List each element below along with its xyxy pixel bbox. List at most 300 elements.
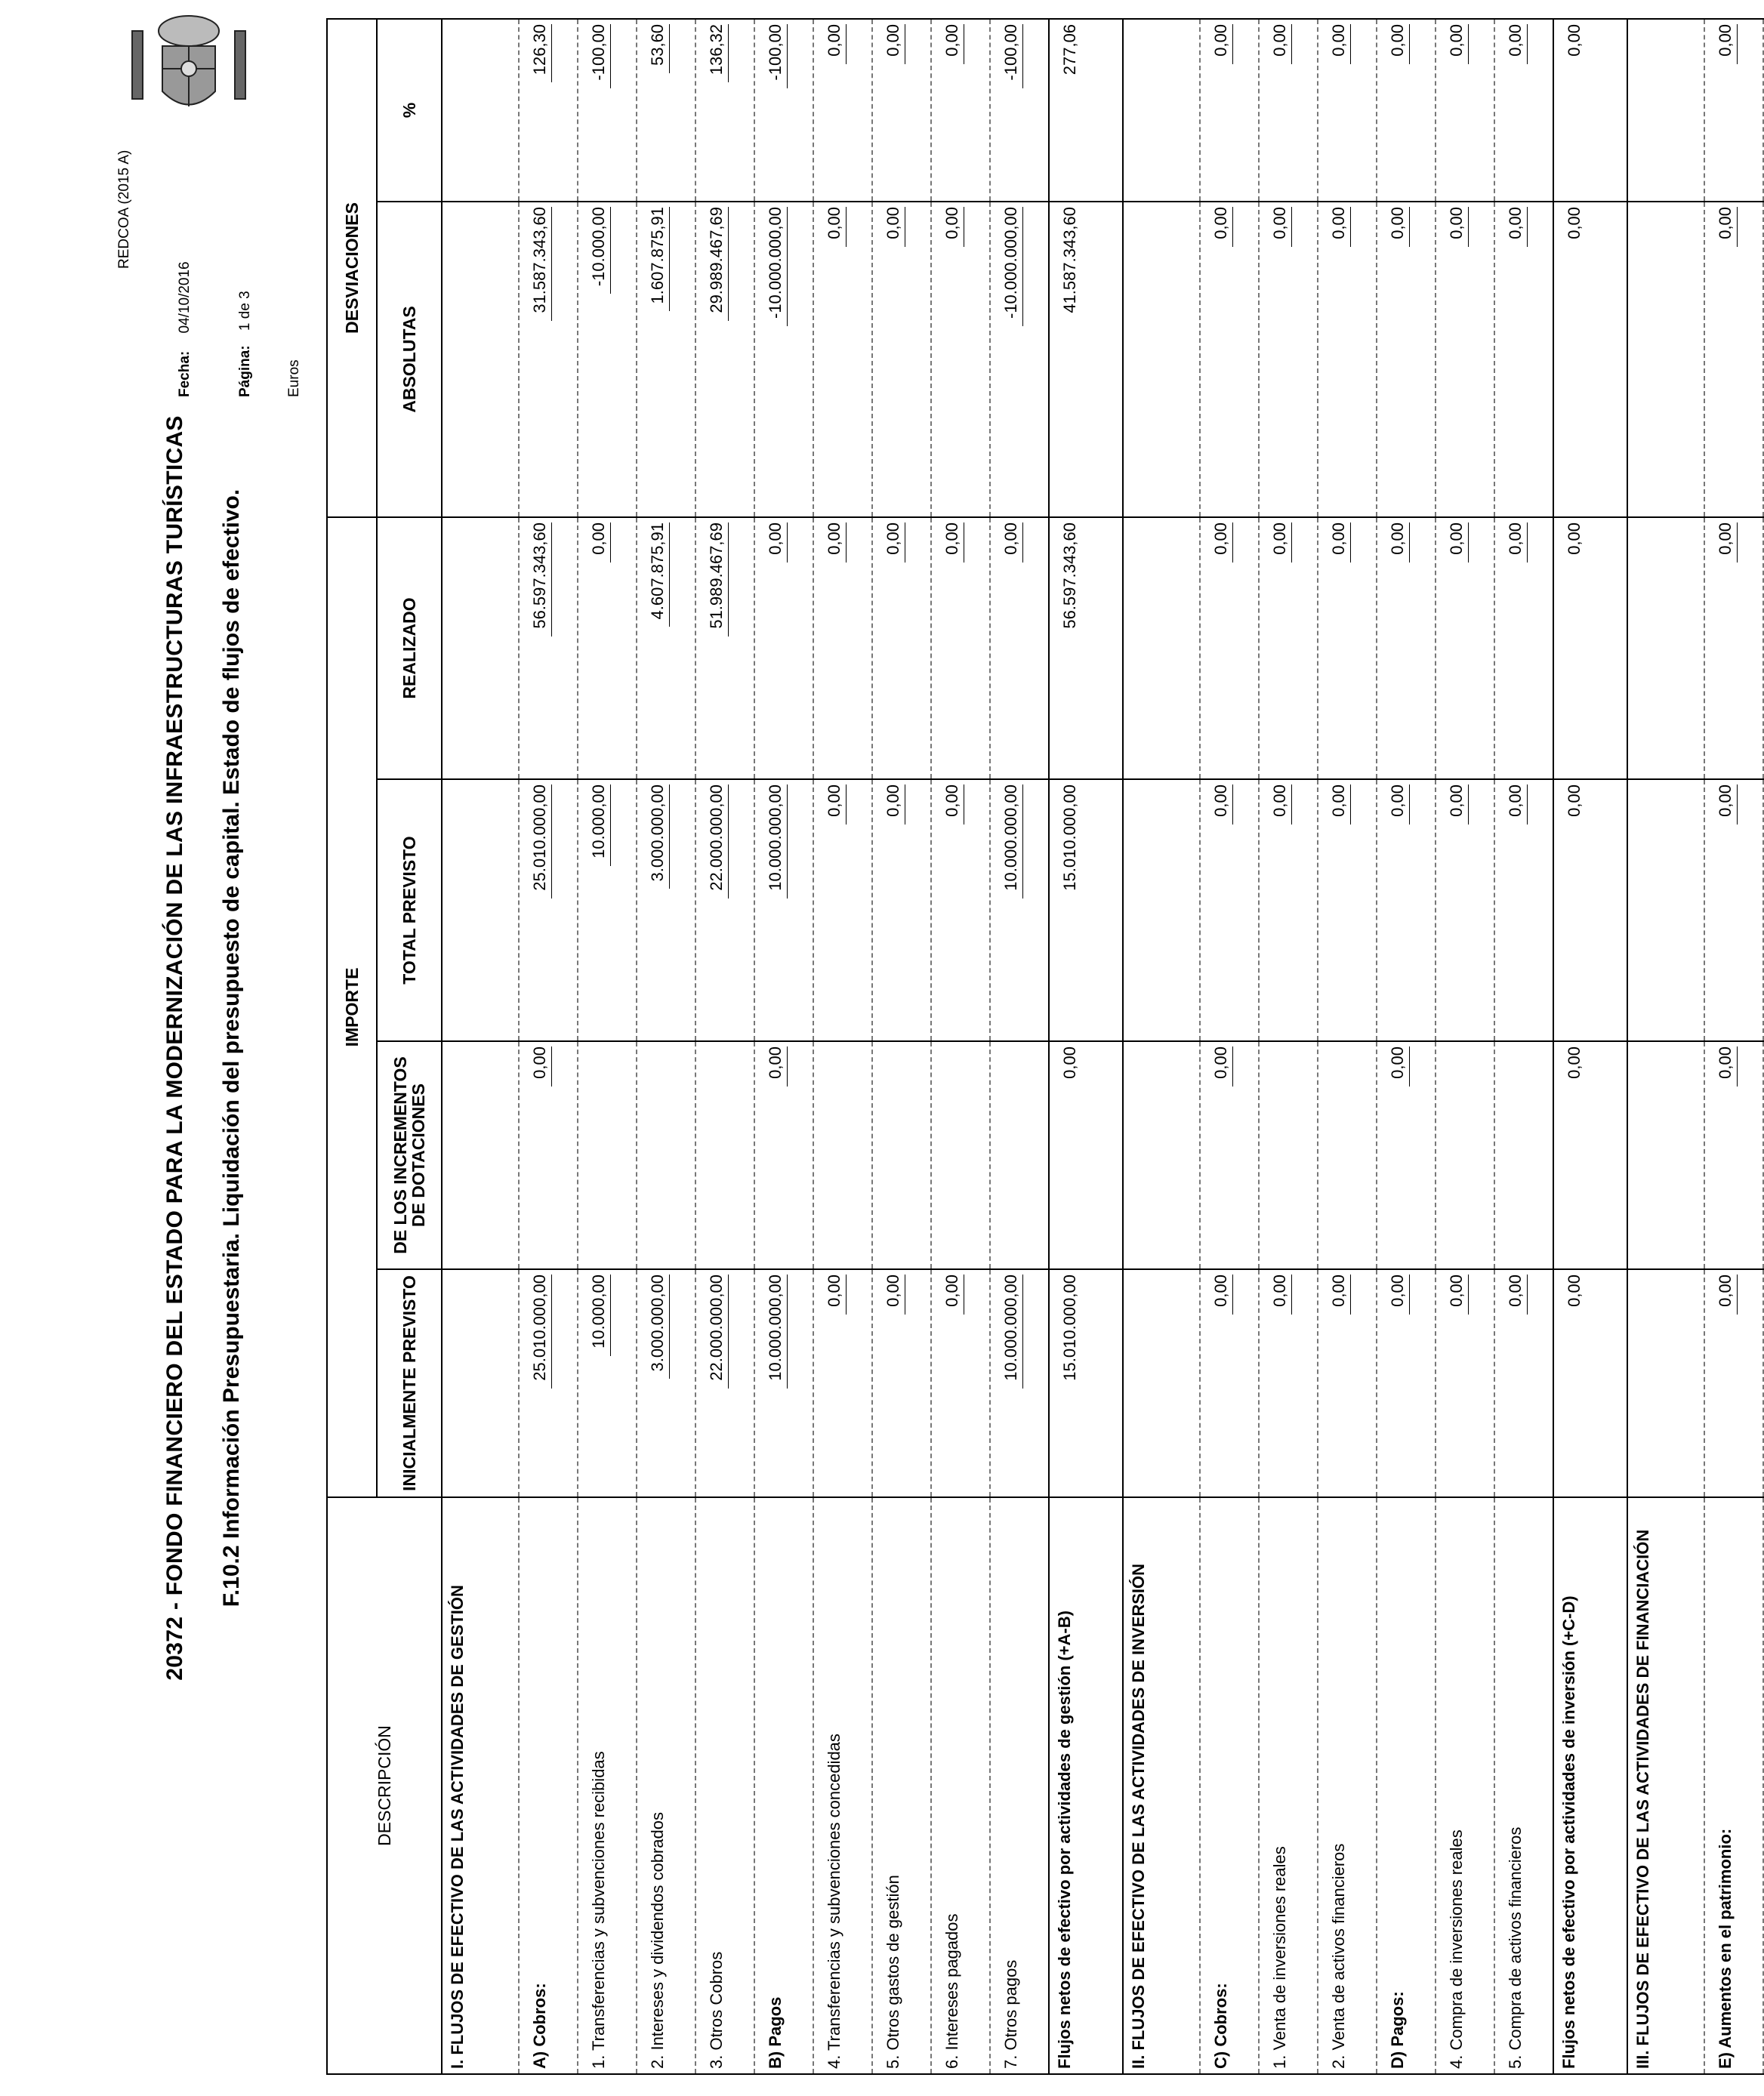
value-text: 0,00 [825, 522, 847, 563]
value-text: 0,00 [942, 207, 964, 247]
row-description: I. FLUJOS DE EFECTIVO DE LAS ACTIVIDADES DE GESTIÓN [442, 1497, 519, 2074]
row-value [872, 202, 931, 517]
row-value [1318, 1041, 1377, 1269]
value-text: -100,00 [1001, 24, 1023, 88]
value-text: 0,00 [1447, 784, 1469, 825]
row-value [442, 202, 519, 517]
table-body [442, 19, 1763, 2074]
value-text: 0,00 [1388, 784, 1410, 825]
table-row [1704, 19, 1763, 2074]
value-text: 0,00 [1329, 784, 1351, 825]
row-value [990, 779, 1049, 1041]
row-value [1377, 1269, 1436, 1497]
value-text: 0,00 [1329, 207, 1351, 247]
row-value [578, 19, 637, 202]
value-text [838, 1046, 840, 1054]
row-description: 5. Otros gastos de gestión [872, 1497, 931, 2074]
value-text: -10.000.000,00 [766, 207, 788, 326]
value-text: 0,00 [942, 784, 964, 825]
row-description: A) Cobros: [519, 1497, 578, 2074]
row-value [1436, 202, 1494, 517]
row-value [1259, 1269, 1318, 1497]
table-row [1553, 19, 1627, 2074]
value-text: 0,00 [1447, 24, 1469, 64]
value-text: 0,00 [766, 1046, 788, 1087]
value-text: 56.597.343,60 [1060, 522, 1079, 629]
row-value [637, 202, 695, 517]
value-text: 0,00 [1211, 784, 1233, 825]
value-text: 15.010.000,00 [1060, 784, 1079, 891]
value-text: 0,00 [1716, 784, 1738, 825]
row-value [1627, 1041, 1704, 1269]
row-value [1049, 1041, 1123, 1269]
row-value [1627, 19, 1704, 202]
row-value [637, 517, 695, 779]
row-value [695, 1041, 754, 1269]
row-value [754, 1041, 813, 1269]
row-value [695, 19, 754, 202]
value-text: 0,00 [1388, 24, 1410, 64]
value-text: 0,00 [1565, 1046, 1584, 1079]
row-value [1553, 1041, 1627, 1269]
value-text: 0,00 [1211, 1046, 1233, 1087]
row-value [1259, 1041, 1318, 1269]
col-realizado: REALIZADO [377, 517, 442, 779]
value-text [1519, 1046, 1521, 1054]
row-value [1436, 779, 1494, 1041]
row-value [1259, 517, 1318, 779]
row-value [519, 19, 578, 202]
value-text [467, 522, 468, 530]
table-row [990, 19, 1049, 2074]
row-value [1259, 202, 1318, 517]
table-row [578, 19, 637, 2074]
row-value [1123, 517, 1200, 779]
value-text: 0,00 [825, 207, 847, 247]
row-value [990, 202, 1049, 517]
row-value [1494, 779, 1553, 1041]
row-value [1123, 779, 1200, 1041]
row-value [754, 517, 813, 779]
row-value [1704, 202, 1763, 517]
value-text: 0,00 [1506, 24, 1528, 64]
row-value [695, 202, 754, 517]
table-row [637, 19, 695, 2074]
row-description: 3. Otros Cobros [695, 1497, 754, 2074]
value-text: 0,00 [1329, 24, 1351, 64]
row-value [990, 1269, 1049, 1497]
table-row [1436, 19, 1494, 2074]
row-value [578, 1269, 637, 1497]
row-value [1259, 779, 1318, 1041]
value-text: 0,00 [1270, 207, 1292, 247]
value-text [1148, 207, 1149, 214]
value-text: 56.597.343,60 [530, 522, 552, 637]
row-description: 1. Venta de inversiones reales [1259, 1497, 1318, 2074]
table-row [1494, 19, 1553, 2074]
row-value [1123, 202, 1200, 517]
row-value [1553, 517, 1627, 779]
value-text: 277,06 [1060, 23, 1079, 76]
value-text [1652, 1046, 1654, 1054]
value-text: 0,00 [1270, 24, 1292, 64]
pagina-label: Página: [237, 345, 253, 397]
row-value [754, 19, 813, 202]
row-value [1494, 202, 1553, 517]
row-value [1553, 1269, 1627, 1497]
row-value [1494, 1041, 1553, 1269]
value-text: 22.000.000,00 [707, 784, 729, 899]
row-value [519, 517, 578, 779]
row-value [1200, 1041, 1259, 1269]
value-text: 0,00 [1060, 1046, 1079, 1079]
row-value [1436, 517, 1494, 779]
value-text: 10.000.000,00 [766, 1275, 788, 1389]
row-value [695, 779, 754, 1041]
row-value [1627, 779, 1704, 1041]
fecha-row [177, 261, 192, 397]
col-descripcion: DESCRIPCIÓN [327, 1497, 442, 2074]
cash-flow-table [326, 18, 1764, 2075]
table-row [872, 19, 931, 2074]
row-value [578, 202, 637, 517]
row-description: Flujos netos de efectivo por actividades de gestión (+A-B) [1049, 1497, 1123, 2074]
value-text: 0,00 [1506, 1275, 1528, 1315]
row-description: 4. Transferencias y subvenciones concedidas [813, 1497, 872, 2074]
report-code: REDCOA (2015 A) [116, 149, 132, 269]
value-text [1652, 24, 1654, 32]
value-text: 0,00 [589, 522, 611, 563]
value-text: 10.000.000,00 [1001, 784, 1023, 899]
value-text: 0,00 [1001, 522, 1023, 563]
value-text: 0,00 [1565, 1275, 1584, 1307]
row-value [1704, 19, 1763, 202]
row-value [1436, 1041, 1494, 1269]
value-text [603, 1046, 604, 1054]
col-group-desviaciones: DESVIACIONES [327, 19, 377, 517]
report-subtitle: F.10.2 Información Presupuestaria. Liquidación del presupuesto de capital. Estado de flujos de efectivo. [219, 489, 244, 1607]
row-description: 5. Compra de activos financieros [1494, 1497, 1553, 2074]
value-text: 0,00 [1716, 207, 1738, 247]
row-value [872, 779, 931, 1041]
row-value [1553, 202, 1627, 517]
row-value [1377, 19, 1436, 202]
row-value [1436, 19, 1494, 202]
value-text [1148, 522, 1149, 530]
value-text: 0,00 [1329, 522, 1351, 563]
row-value [442, 517, 519, 779]
value-text: 0,00 [1716, 522, 1738, 563]
row-value [1049, 779, 1123, 1041]
row-value [1049, 202, 1123, 517]
value-text [1148, 1046, 1149, 1054]
pagina-value: 1 de 3 [237, 291, 253, 331]
value-text [720, 1046, 722, 1054]
row-value [695, 517, 754, 779]
row-value [990, 517, 1049, 779]
value-text [1343, 1046, 1344, 1054]
row-value [1553, 19, 1627, 202]
row-value [813, 1041, 872, 1269]
row-value [695, 1269, 754, 1497]
row-value [1494, 19, 1553, 202]
row-value [442, 19, 519, 202]
row-value [1494, 517, 1553, 779]
table-row [813, 19, 872, 2074]
table-row [1627, 19, 1704, 2074]
row-value [872, 1041, 931, 1269]
row-value [1627, 1269, 1704, 1497]
row-value [1200, 19, 1259, 202]
col-group-importe: IMPORTE [327, 517, 377, 1497]
table-row [1049, 19, 1123, 2074]
row-value [1200, 517, 1259, 779]
row-value [578, 517, 637, 779]
row-description: C) Cobros: [1200, 1497, 1259, 2074]
row-value [1123, 1269, 1200, 1497]
row-value [931, 19, 990, 202]
row-description: D) Pagos: [1377, 1497, 1436, 2074]
row-value [1627, 517, 1704, 779]
value-text [467, 784, 468, 792]
row-value [813, 1269, 872, 1497]
value-text: 0,00 [1716, 1275, 1738, 1315]
row-value [1259, 19, 1318, 202]
row-value [1704, 779, 1763, 1041]
value-text: 0,00 [1388, 207, 1410, 247]
row-value [1377, 779, 1436, 1041]
value-text: 10.000.000,00 [766, 784, 788, 899]
row-value [637, 19, 695, 202]
value-text: 10.000,00 [589, 1275, 611, 1356]
value-text [662, 1046, 663, 1054]
value-text [956, 1046, 958, 1054]
value-text: 15.010.000,00 [1060, 1275, 1079, 1381]
pagina-row [238, 291, 252, 397]
row-value [1318, 1269, 1377, 1497]
value-text: 0,00 [1388, 1275, 1410, 1315]
row-description: B) Pagos [754, 1497, 813, 2074]
row-value [1704, 1041, 1763, 1269]
value-text: 0,00 [1270, 1275, 1292, 1315]
row-value [1436, 1269, 1494, 1497]
row-value [1377, 202, 1436, 517]
value-text: 25.010.000,00 [530, 784, 552, 899]
value-text: 0,00 [1447, 207, 1469, 247]
row-value [813, 19, 872, 202]
value-text [1460, 1046, 1462, 1054]
row-description: 7. Otros pagos [990, 1497, 1049, 2074]
row-value [1318, 202, 1377, 517]
table-row [442, 19, 519, 2074]
row-value [1318, 19, 1377, 202]
value-text: 0,00 [1506, 522, 1528, 563]
row-description: 2. Venta de activos financieros [1318, 1497, 1377, 2074]
row-value [931, 1041, 990, 1269]
value-text: 41.587.343,60 [1060, 206, 1079, 313]
value-text: 29.989.467,69 [707, 207, 729, 321]
row-value [931, 202, 990, 517]
row-value [1377, 1041, 1436, 1269]
value-text [1148, 24, 1149, 32]
value-text: 0,00 [825, 784, 847, 825]
value-text: 0,00 [1388, 522, 1410, 563]
row-value [813, 202, 872, 517]
row-value [1627, 202, 1704, 517]
value-text: 0,00 [884, 784, 905, 825]
table-row [519, 19, 578, 2074]
fecha-value: 04/10/2016 [177, 261, 193, 334]
value-text: 0,00 [1565, 784, 1584, 817]
value-text: -100,00 [766, 24, 788, 88]
row-value [1318, 517, 1377, 779]
row-value [872, 1269, 931, 1497]
row-description: 1. Transferencias y subvenciones recibidas [578, 1497, 637, 2074]
report-title: 20372 - FONDO FINANCIERO DEL ESTADO PARA LA MODERNIZACIÓN DE LAS INFRAESTRUCTURAS TURÍSTICAS [162, 415, 187, 1681]
value-text: 0,00 [1506, 784, 1528, 825]
value-text: 3.000.000,00 [648, 1275, 670, 1379]
row-value [872, 19, 931, 202]
value-text: 25.010.000,00 [530, 1275, 552, 1389]
row-value [813, 517, 872, 779]
value-text [1148, 1275, 1149, 1282]
value-text: 0,00 [1716, 24, 1738, 64]
value-text: 0,00 [1211, 24, 1233, 64]
col-absolutas: ABSOLUTAS [377, 202, 442, 517]
value-text: 4.607.875,91 [648, 522, 670, 627]
value-text: 0,00 [1447, 1275, 1469, 1315]
value-text: 0,00 [825, 1275, 847, 1315]
value-text [1015, 1046, 1016, 1054]
value-text [1652, 784, 1654, 792]
value-text: 31.587.343,60 [530, 207, 552, 321]
value-text: 126,30 [530, 24, 552, 82]
row-value [990, 19, 1049, 202]
value-text: 10.000,00 [589, 784, 611, 866]
value-text: 0,00 [1270, 522, 1292, 563]
row-description: 2. Intereses y dividendos cobrados [637, 1497, 695, 2074]
value-text [467, 24, 468, 32]
value-text: 0,00 [1716, 1046, 1738, 1087]
row-value [578, 1041, 637, 1269]
row-value [1049, 1269, 1123, 1497]
row-value [1377, 517, 1436, 779]
value-text: 0,00 [1211, 522, 1233, 563]
row-value [519, 779, 578, 1041]
col-incrementos: DE LOS INCREMENTOS DE DOTACIONES [377, 1041, 442, 1269]
value-text [1148, 784, 1149, 792]
fecha-label: Fecha: [177, 350, 193, 397]
row-value [1049, 517, 1123, 779]
value-text: 0,00 [1211, 207, 1233, 247]
row-value [519, 1041, 578, 1269]
row-value [637, 1041, 695, 1269]
row-value [1200, 1269, 1259, 1497]
value-text: -10.000,00 [589, 207, 611, 294]
row-value [1704, 1269, 1763, 1497]
row-description: II. FLUJOS DE EFECTIVO DE LAS ACTIVIDADES DE INVERSIÓN [1123, 1497, 1200, 2074]
row-value [578, 779, 637, 1041]
value-text: 0,00 [1565, 206, 1584, 239]
value-text: 0,00 [942, 24, 964, 64]
value-text: 0,00 [1329, 1275, 1351, 1315]
table-row [754, 19, 813, 2074]
col-total: TOTAL PREVISTO [377, 779, 442, 1041]
row-value [1553, 779, 1627, 1041]
col-pct: % [377, 19, 442, 202]
table-row [931, 19, 990, 2074]
row-value [637, 1269, 695, 1497]
value-text: 0,00 [942, 1275, 964, 1315]
row-value [1123, 1041, 1200, 1269]
units-label: Euros [286, 359, 302, 397]
row-value [754, 1269, 813, 1497]
value-text [1652, 1275, 1654, 1282]
row-value [1200, 779, 1259, 1041]
row-value [1049, 19, 1123, 202]
value-text: 0,00 [884, 207, 905, 247]
value-text: 0,00 [530, 1046, 552, 1087]
row-value [754, 202, 813, 517]
row-value [442, 779, 519, 1041]
row-description: Flujos netos de efectivo por actividades de inversión (+C-D) [1553, 1497, 1627, 2074]
value-text [1284, 1046, 1285, 1054]
value-text: -100,00 [589, 24, 611, 88]
row-value [519, 1269, 578, 1497]
row-description: E) Aumentos en el patrimonio: [1704, 1497, 1763, 2074]
row-value [813, 779, 872, 1041]
row-value [442, 1269, 519, 1497]
value-text [467, 207, 468, 214]
table-row [1318, 19, 1377, 2074]
value-text: 0,00 [942, 522, 964, 563]
value-text: 3.000.000,00 [648, 784, 670, 889]
row-value [872, 517, 931, 779]
value-text [467, 1046, 468, 1054]
value-text: 0,00 [884, 24, 905, 64]
row-value [754, 779, 813, 1041]
col-inicial: INICIALMENTE PREVISTO [377, 1269, 442, 1497]
table-row [1259, 19, 1318, 2074]
value-text: 0,00 [1211, 1275, 1233, 1315]
value-text: 0,00 [884, 522, 905, 563]
table-row [1123, 19, 1200, 2074]
value-text: 0,00 [1565, 23, 1584, 57]
value-text: 0,00 [1506, 207, 1528, 247]
row-value [931, 1269, 990, 1497]
value-text: 0,00 [766, 522, 788, 563]
value-text [1652, 207, 1654, 214]
value-text: 1.607.875,91 [648, 207, 670, 311]
value-text [1652, 522, 1654, 530]
row-value [1318, 779, 1377, 1041]
row-value [637, 779, 695, 1041]
value-text: 0,00 [825, 24, 847, 64]
row-value [931, 517, 990, 779]
value-text: 53,60 [648, 24, 670, 73]
value-text: 0,00 [1270, 784, 1292, 825]
row-value [442, 1041, 519, 1269]
row-value [1494, 1269, 1553, 1497]
row-value [990, 1041, 1049, 1269]
row-value [1200, 202, 1259, 517]
table-row [1200, 19, 1259, 2074]
row-value [931, 779, 990, 1041]
table-row [1377, 19, 1436, 2074]
row-description: 4. Compra de inversiones reales [1436, 1497, 1494, 2074]
value-text [467, 1275, 468, 1282]
row-description: 6. Intereses pagados [931, 1497, 990, 2074]
